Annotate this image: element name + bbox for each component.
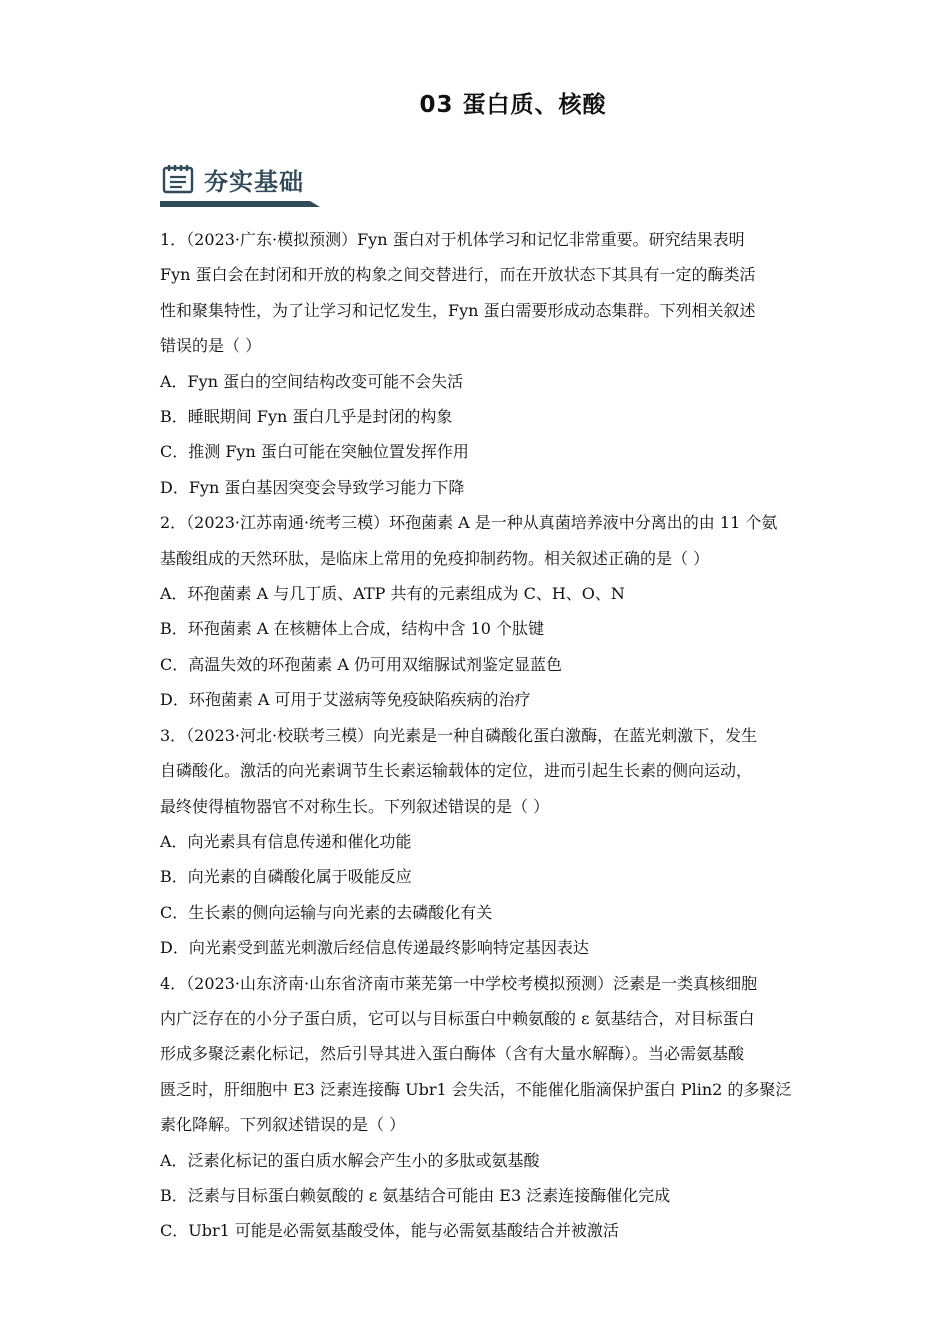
q4-line1: 4．（2023·山东济南·山东省济南市莱芜第一中学校考模拟预测）泛素是一类真核细胞 xyxy=(160,973,758,993)
q1-option-d: D．Fyn 蛋白基因突变会导致学习能力下降 xyxy=(160,477,465,497)
section-underline xyxy=(160,201,320,207)
q4-option-b: B．泛素与目标蛋白赖氨酸的 ε 氨基结合可能由 E3 泛素连接酶催化完成 xyxy=(160,1185,671,1205)
question-list xyxy=(160,222,792,1249)
q2-option-b: B．环孢菌素 A 在核糖体上合成，结构中含 10 个肽键 xyxy=(160,619,545,639)
notebook-icon xyxy=(162,164,196,194)
q3-option-c: C．生长素的侧向运输与向光素的去磷酸化有关 xyxy=(160,902,493,922)
q2-line1: 2．（2023·江苏南通·统考三模）环孢菌素 A 是一种从真菌培养液中分离出的由 11 个氨 xyxy=(160,513,778,533)
q1-line4: 错误的是（ ） xyxy=(160,336,262,356)
q3-line2: 自磷酸化。激活的向光素调节生长素运输载体的定位，进而引起生长素的侧向运动， xyxy=(160,761,753,781)
q3-line3: 最终使得植物器官不对称生长。下列叙述错误的是（ ） xyxy=(160,796,550,816)
q4-option-c: C．Ubr1 可能是必需氨基酸受体，能与必需氨基酸结合并被激活 xyxy=(160,1221,619,1241)
q4-line4: 匮乏时，肝细胞中 E3 泛素连接酶 Ubr1 会失活，不能催化脂滴保护蛋白 Plin2 的多聚泛 xyxy=(160,1079,792,1099)
q1-line2: Fyn 蛋白会在封闭和开放的构象之间交替进行，而在开放状态下其具有一定的酶类活 xyxy=(160,265,756,285)
q1-option-a: A．Fyn 蛋白的空间结构改变可能不会失活 xyxy=(160,371,464,391)
q1-option-b: B．睡眠期间 Fyn 蛋白几乎是封闭的构象 xyxy=(160,407,453,427)
q1-option-c: C．推测 Fyn 蛋白可能在突触位置发挥作用 xyxy=(160,442,469,462)
q1-line1: 1．（2023·广东·模拟预测）Fyn 蛋白对于机体学习和记忆非常重要。研究结果表明 xyxy=(160,230,745,249)
q2-line2: 基酸组成的天然环肽，是临床上常用的免疫抑制药物。相关叙述正确的是（ ） xyxy=(160,548,710,568)
q2-option-d: D．环孢菌素 A 可用于艾滋病等免疫缺陷疾病的治疗 xyxy=(160,690,531,710)
q3-line1: 3．（2023·河北·校联考三模）向光素是一种自磷酸化蛋白激酶，在蓝光刺激下，发生 xyxy=(160,725,758,745)
q4-line5: 素化降解。下列叙述错误的是（ ） xyxy=(160,1115,406,1135)
page-title: 03 蛋白质、核酸 xyxy=(419,92,607,118)
q1-line3: 性和聚集特性，为了让学习和记忆发生，Fyn 蛋白需要形成动态集群。下列相关叙述 xyxy=(160,300,756,320)
q2-option-c: C．高温失效的环孢菌素 A 仍可用双缩脲试剂鉴定显蓝色 xyxy=(160,654,562,674)
q4-line2: 内广泛存在的小分子蛋白质，它可以与目标蛋白中赖氨酸的 ε 氨基结合，对目标蛋白 xyxy=(160,1008,755,1028)
q3-option-b: B．向光素的自磷酸化属于吸能反应 xyxy=(160,867,412,887)
section-header xyxy=(160,158,325,210)
q3-option-a: A．向光素具有信息传递和催化功能 xyxy=(160,831,412,851)
section-title: 夯实基础 xyxy=(204,168,304,196)
q4-line3: 形成多聚泛素化标记，然后引导其进入蛋白酶体（含有大量水解酶）。当必需氨基酸 xyxy=(160,1044,745,1064)
q3-option-d: D．向光素受到蓝光刺激后经信息传递最终影响特定基因表达 xyxy=(160,938,589,958)
q4-option-a: A．泛素化标记的蛋白质水解会产生小的多肽或氨基酸 xyxy=(160,1150,540,1170)
q2-option-a: A．环孢菌素 A 与几丁质、ATP 共有的元素组成为 C、H、O、N xyxy=(160,584,625,604)
